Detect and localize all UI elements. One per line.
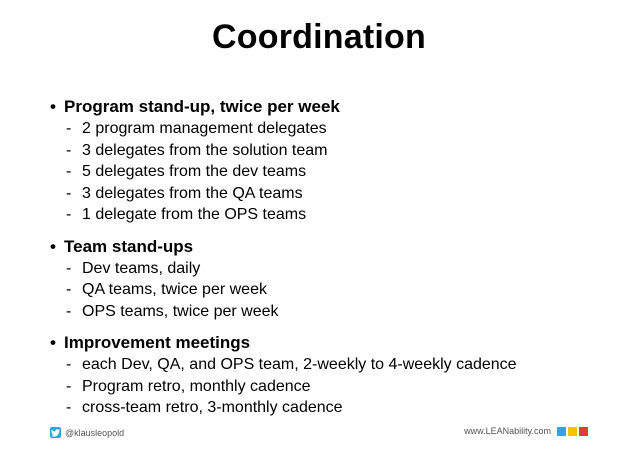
- sub-item: [50, 354, 620, 376]
- sub-item: [50, 258, 620, 280]
- bullet-heading: [50, 332, 620, 354]
- dash-icon: -: [66, 377, 72, 395]
- dash-icon: -: [66, 120, 72, 137]
- bullet-heading: [50, 236, 620, 258]
- brand-squares: [557, 427, 588, 436]
- footer-website: [464, 426, 588, 436]
- sub-item-text: each Dev, QA, and OPS team, 2-weekly to 4-weekly cadence: [82, 356, 517, 373]
- sub-item: [50, 376, 620, 398]
- twitter-bird-icon-svg: [51, 429, 60, 437]
- sub-item-text: Program retro, monthly cadence: [82, 377, 311, 395]
- sub-item: [50, 204, 620, 226]
- sub-item: [50, 140, 620, 162]
- website-text: www.LEANability.com: [464, 426, 551, 436]
- twitter-bird-icon: [50, 427, 61, 438]
- sub-item: [50, 161, 620, 183]
- brand-square-red: [579, 427, 588, 436]
- sub-item-text: 3 delegates from the QA teams: [82, 184, 303, 202]
- dash-icon: -: [66, 163, 72, 180]
- sub-item-text: 1 delegate from the OPS teams: [82, 206, 307, 223]
- footer-twitter-handle: [50, 427, 124, 438]
- dash-icon: -: [66, 141, 72, 159]
- sub-item: [50, 397, 620, 419]
- brand-square-yellow: [568, 427, 577, 436]
- bullet-dot-icon: •: [50, 236, 56, 256]
- dash-icon: -: [66, 184, 72, 202]
- bullet-dot-icon: •: [50, 333, 56, 352]
- dash-icon: -: [66, 281, 72, 298]
- twitter-handle-text: @klausleopold: [65, 427, 125, 438]
- bullet-heading-text: Team stand-ups: [64, 236, 194, 256]
- slide-title: Coordination: [212, 18, 426, 56]
- bullet-heading-text: Improvement meetings: [64, 333, 251, 352]
- sub-item-text: Dev teams, daily: [82, 259, 201, 277]
- dash-icon: -: [66, 206, 72, 223]
- sub-item-text: 5 delegates from the dev teams: [82, 163, 307, 180]
- sub-item-text: 3 delegates from the solution team: [82, 141, 328, 159]
- sub-item: [50, 118, 620, 140]
- brand-square-blue: [557, 427, 566, 436]
- slide-content: [50, 96, 620, 429]
- dash-icon: -: [66, 302, 72, 320]
- section-improvement-meetings: [50, 332, 620, 419]
- sub-item-text: 2 program management delegates: [82, 120, 327, 137]
- sub-item-text: cross-team retro, 3-monthly cadence: [82, 399, 343, 416]
- dash-icon: -: [66, 356, 72, 373]
- bullet-heading-text: Program stand-up, twice per week: [64, 97, 340, 116]
- bullet-heading: [50, 96, 620, 118]
- sub-item: [50, 279, 620, 301]
- sub-item-text: QA teams, twice per week: [82, 281, 267, 298]
- dash-icon: -: [66, 399, 72, 416]
- bullet-dot-icon: •: [50, 97, 56, 116]
- sub-item-text: OPS teams, twice per week: [82, 302, 279, 320]
- section-program-standup: [50, 96, 620, 226]
- sub-item: [50, 301, 620, 323]
- sub-item: [50, 183, 620, 205]
- section-team-standups: [50, 236, 620, 323]
- dash-icon: -: [66, 259, 72, 277]
